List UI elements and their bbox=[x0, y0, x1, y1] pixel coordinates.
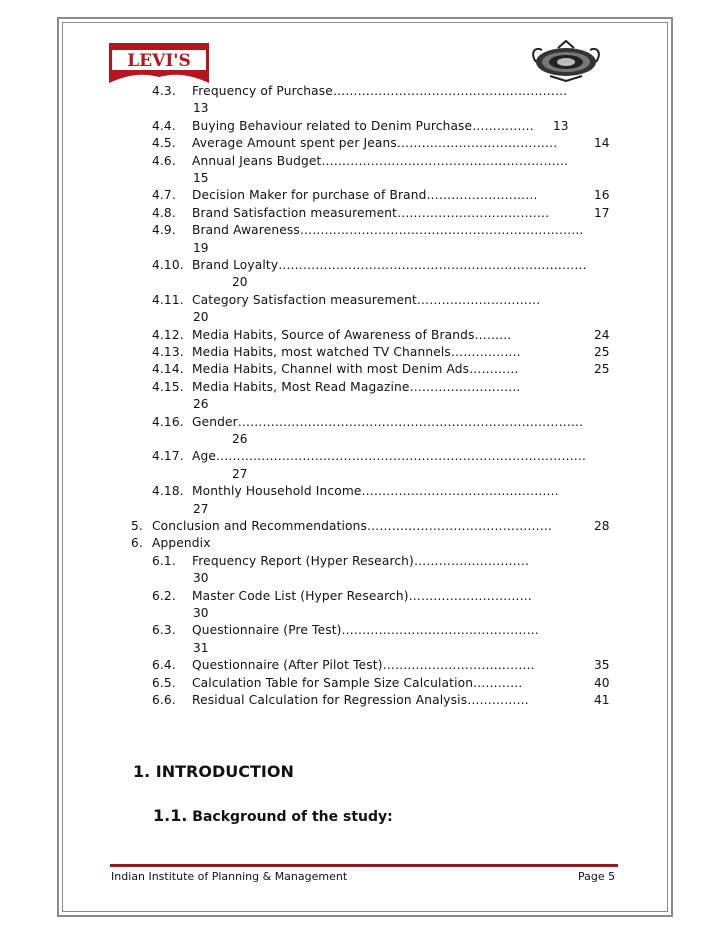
toc-entry-title: Brand Satisfaction measurement………………………………. bbox=[192, 205, 550, 220]
toc-entry-number: 4.4. bbox=[152, 118, 176, 133]
subsection-title: Background of the study: bbox=[192, 809, 393, 825]
toc-entry-number: 4.18. bbox=[152, 484, 184, 499]
toc-entry-number: 4.14. bbox=[152, 362, 184, 377]
toc-entry-number: 4.13. bbox=[152, 345, 184, 359]
toc-entry-number: 5. bbox=[131, 519, 143, 533]
toc-entry-title: Questionnaire (Pre Test)………………………………………… bbox=[192, 623, 539, 638]
svg-text:LEVI'S: LEVI'S bbox=[127, 51, 191, 71]
toc-entry-number: 6.4. bbox=[152, 658, 176, 673]
toc-entry-title: Frequency of Purchase………………………………………………… bbox=[192, 84, 568, 98]
toc-entry-page: 13 bbox=[553, 118, 569, 133]
toc-entry-title: Category Satisfaction measurement………………………… bbox=[192, 292, 541, 307]
toc-entry-page: 20 bbox=[232, 275, 248, 290]
toc-entry-number: 4.16. bbox=[152, 414, 184, 429]
toc-entry-page: 14 bbox=[594, 136, 610, 151]
levis-logo bbox=[109, 43, 209, 87]
toc-entry-page: 41 bbox=[594, 693, 610, 707]
toc-entry-number: 4.6. bbox=[152, 153, 176, 168]
toc-entry-title: Questionnaire (After Pilot Test)………………………………. bbox=[192, 658, 535, 673]
toc-entry-title: Annual Jeans Budget…………………………………………………… bbox=[192, 153, 569, 168]
footer-divider bbox=[110, 864, 618, 867]
toc-entry-title: Average Amount spent per Jeans………………………………… bbox=[192, 136, 558, 151]
toc-entry-page: 26 bbox=[193, 397, 209, 412]
emblem-logo bbox=[528, 40, 604, 86]
toc-entry-title: Age……………………………………………………………………………… bbox=[192, 449, 587, 464]
toc-entry-page: 31 bbox=[193, 640, 209, 655]
toc-entry-page: 17 bbox=[594, 205, 610, 220]
toc-entry-page: 13 bbox=[193, 101, 209, 116]
toc-entry-page: 27 bbox=[193, 501, 209, 516]
toc-entry-page: 24 bbox=[594, 327, 610, 342]
toc-entry-title: Buying Behaviour related to Denim Purchase…………… bbox=[192, 118, 534, 133]
footer-page-number: Page 5 bbox=[578, 870, 616, 883]
section-heading: 1. INTRODUCTION bbox=[133, 762, 294, 781]
footer-institute: Indian Institute of Planning & Management bbox=[111, 870, 348, 883]
toc-entry-number: 6.3. bbox=[152, 623, 176, 638]
toc-entry-page: 26 bbox=[232, 432, 248, 446]
toc-entry-number: 4.12. bbox=[152, 327, 184, 342]
toc-entry-number: 4.3. bbox=[152, 84, 176, 98]
toc-entry-title: Gender………………………………………………………………………… bbox=[192, 414, 584, 429]
toc-entry-page: 30 bbox=[193, 571, 209, 586]
toc-entry-title: Calculation Table for Sample Size Calculation………… bbox=[192, 675, 523, 690]
toc-entry-number: 4.17. bbox=[152, 449, 184, 464]
toc-entry-number: 6.2. bbox=[152, 588, 176, 603]
toc-entry-number: 4.15. bbox=[152, 379, 184, 394]
subsection-number: 1.1. bbox=[153, 806, 188, 825]
toc-entry-page: 19 bbox=[193, 240, 209, 255]
toc-entry-page: 27 bbox=[232, 466, 248, 481]
toc-entry-number: 4.5. bbox=[152, 136, 176, 151]
toc-entry-title: Brand Loyalty………………………………………………………………… bbox=[192, 258, 587, 272]
toc-entry-page: 15 bbox=[193, 171, 209, 185]
toc-entry-title: Decision Maker for purchase of Brand……………………… bbox=[192, 188, 538, 203]
toc-entry-number: 4.10. bbox=[152, 258, 184, 272]
toc-entry-number: 6.1. bbox=[152, 553, 176, 568]
toc-entry-number: 6.6. bbox=[152, 693, 176, 707]
toc-entry-title: Media Habits, Most Read Magazine……………………… bbox=[192, 379, 521, 394]
toc-entry-page: 25 bbox=[594, 345, 610, 359]
toc-entry-number: 6.5. bbox=[152, 675, 176, 690]
toc-entry-number: 4.9. bbox=[152, 223, 176, 238]
toc-entry-number: 4.7. bbox=[152, 188, 176, 203]
toc-entry-number: 4.11. bbox=[152, 292, 184, 307]
toc-entry-page: 20 bbox=[193, 310, 209, 325]
toc-entry-page: 30 bbox=[193, 606, 209, 620]
toc-entry-title: Appendix bbox=[152, 536, 211, 551]
toc-entry-page: 25 bbox=[594, 362, 610, 377]
toc-entry-page: 40 bbox=[594, 675, 610, 690]
subsection-heading bbox=[153, 807, 393, 826]
toc-entry-title: Media Habits, Channel with most Denim Ads………… bbox=[192, 362, 519, 377]
toc-entry-title: Residual Calculation for Regression Analysis…………… bbox=[192, 693, 529, 707]
toc-entry-title: Brand Awareness…………………………………………………………… bbox=[192, 223, 584, 238]
toc-entry-number: 6. bbox=[131, 536, 143, 551]
toc-entry-title: Conclusion and Recommendations……………………………………… bbox=[152, 519, 553, 533]
toc-entry-title: Media Habits, Source of Awareness of Brands……… bbox=[192, 327, 512, 342]
toc-entry-page: 16 bbox=[594, 188, 610, 203]
toc-entry-title: Frequency Report (Hyper Research)………………………. bbox=[192, 553, 530, 568]
toc-entry-title: Media Habits, most watched TV Channels…………….. bbox=[192, 345, 521, 359]
toc-entry-title: Master Code List (Hyper Research)………………………… bbox=[192, 588, 532, 603]
toc-entry-title: Monthly Household Income………………………………………… bbox=[192, 484, 559, 499]
toc-entry-page: 35 bbox=[594, 658, 610, 673]
toc-entry-page: 28 bbox=[594, 519, 610, 533]
toc-entry-number: 4.8. bbox=[152, 205, 176, 220]
